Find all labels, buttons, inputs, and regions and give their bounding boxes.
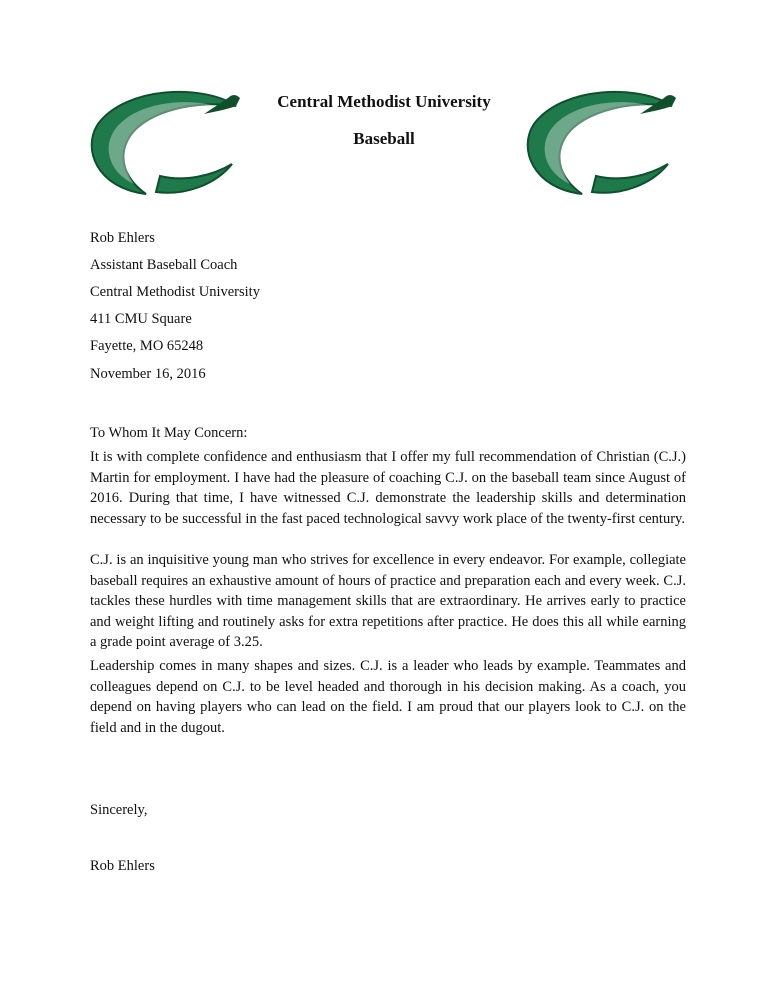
letterhead-team-name: Baseball (353, 129, 415, 148)
letterhead-university-name: Central Methodist University (277, 92, 491, 111)
body-paragraph: It is with complete confidence and enthusiasm that I offer my full recommendation of Christian (C.J.) Martin for employment. I have had the pleasure of coaching C.J. on the baseball team since August of 2016. During that time, I have witnessed C.J. demonstrate the leadership skills and determination necessary to be successful in the fast paced technological savvy work place of the twenty-first century. (90, 449, 686, 527)
closing: Sincerely, (90, 802, 148, 818)
sender-name: Rob Ehlers (90, 230, 155, 246)
body-paragraph: C.J. is an inquisitive young man who strives for excellence in every endeavor. For example, collegiate baseball requires an exhaustive amount of hours of practice and preparation each and every week. C.J. tackles these hurdles with time management skills that are extraordinary. He arrives early to practice and weight lifting and routinely asks for extra repetitions after practice. He does this all while earning a grade point average of 3.25. (90, 552, 686, 650)
sender-organization: Central Methodist University (90, 284, 260, 300)
signature-name: Rob Ehlers (90, 858, 155, 874)
sender-city-state-zip: Fayette, MO 65248 (90, 338, 204, 354)
sender-title: Assistant Baseball Coach (90, 257, 238, 273)
sender-street: 411 CMU Square (90, 311, 192, 327)
letter-date: November 16, 2016 (90, 366, 206, 382)
salutation: To Whom It May Concern: (90, 425, 248, 441)
body-paragraph: Leadership comes in many shapes and sizes. C.J. is a leader who leads by example. Teammates and colleagues depend on C.J. to be level headed and thorough in his decision making. As a coach, you depend on having players who can lead on the field. I am proud that our players look to C.J. on the field and in the dugout. (90, 658, 686, 736)
